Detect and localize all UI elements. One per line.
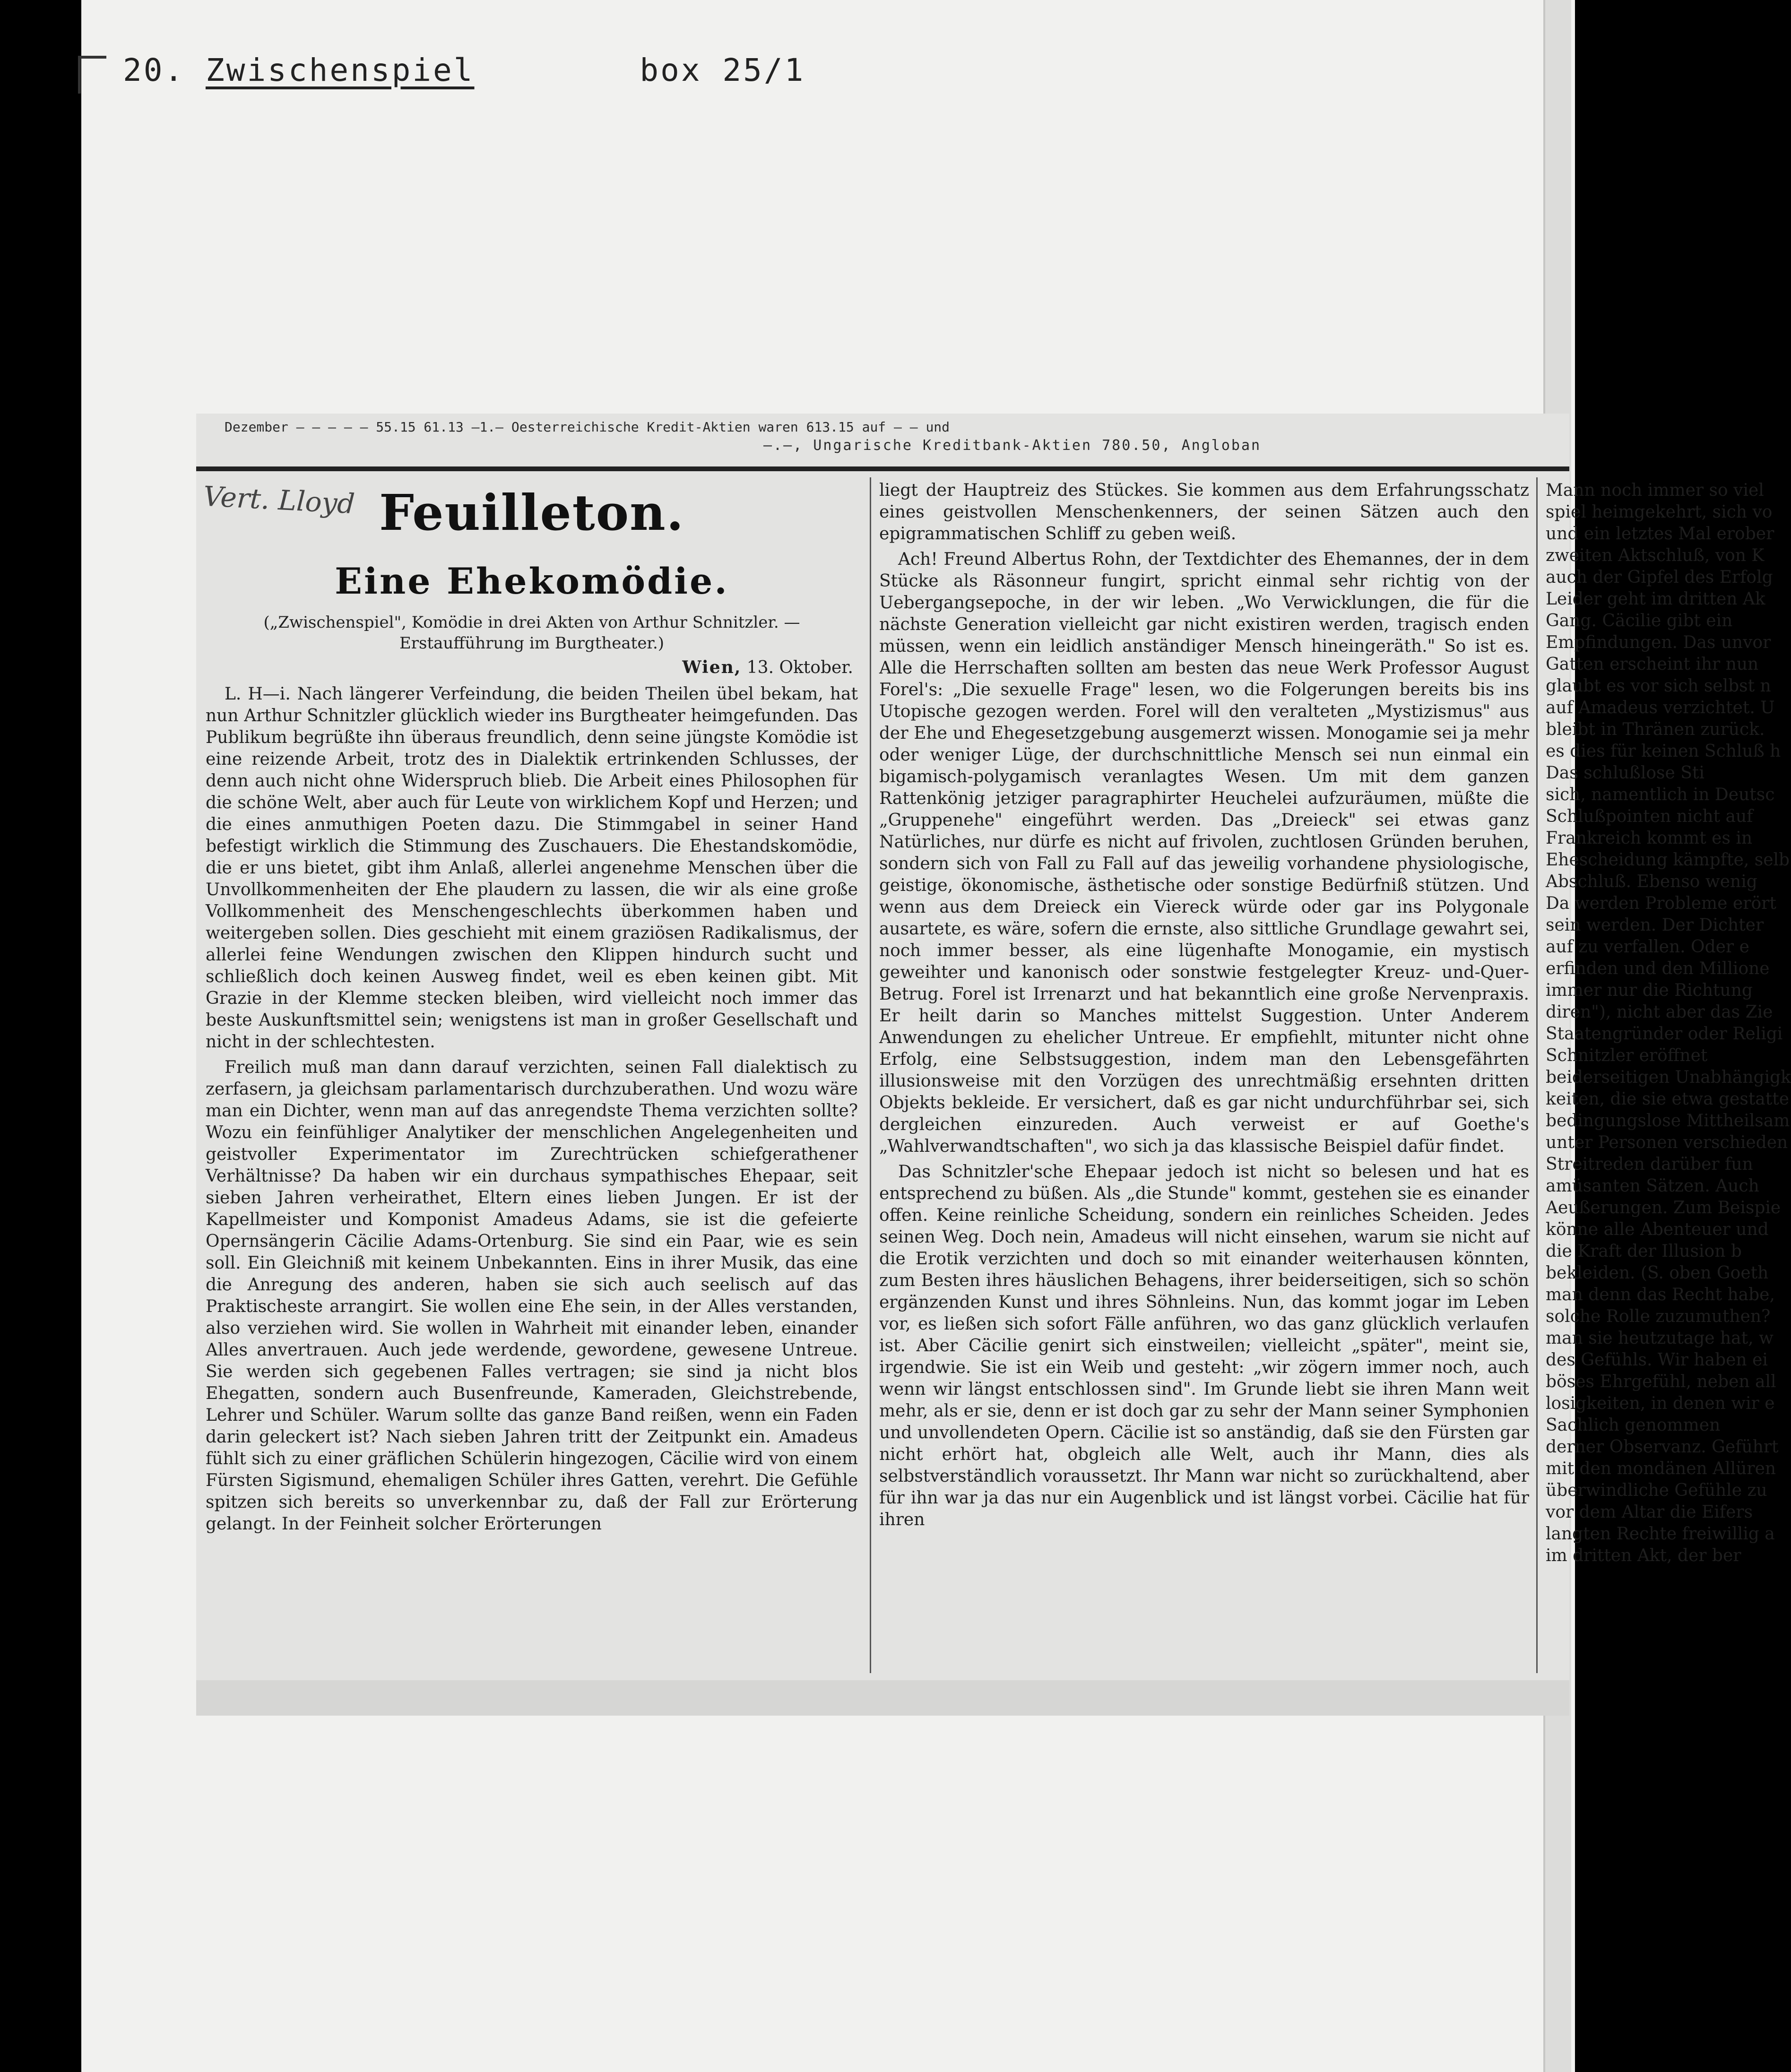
archive-title: Zwischenspiel: [205, 52, 475, 88]
col3-line: glaubt es vor sich selbst n: [1546, 676, 1771, 696]
col3-line: erfinden und den Millione: [1546, 959, 1770, 978]
col3-line: im dritten Akt, der ber: [1546, 1546, 1741, 1565]
archive-box: box 25/1: [640, 52, 805, 88]
newspaper-clipping: [196, 414, 1791, 1716]
col3-line: bekleiden. (S. oben Goeth: [1546, 1263, 1769, 1283]
article-subtitle: („Zwischenspiel", Komödie in drei Akten von Arthur Schnitzler. — Erstaufführung im Burgtheater.): [263, 613, 800, 653]
col3-line: die Kraft der Illusion b: [1546, 1242, 1742, 1261]
col3-line: langten Rechte freiwillig a: [1546, 1524, 1775, 1544]
col2-paragraph: Das Schnitzler'sche Ehepaar jedoch ist nicht so belesen und hat es entsprechend zu büßen. Als „die Stunde" kommt, gestehen sie es einander offen. Keine reinliche Scheidung, sondern ein reinliches Scheiden. Jedes seinen Weg. Doch nein, Amadeus will nicht einsehen, warum sie nicht auf die Erotik verzichten und doch so mit einander weiterhausen könnten, zum Besten ihres häuslichen Behagens, ihrer beiderseitigen, sich so schön ergänzenden Kunst und ihres Söhnleins. Nun, das kommt jogar im Leben vor, es ließen sich sofort Fälle anführen, wo das ganz glücklich verlaufen ist. Aber Cäcilie genirt sich einstweilen; vielleicht „später", meint sie, irgendwie. Sie ist ein Weib und gesteht: „wir zögern immer noch, auch wenn wir längst entschlossen sind". Im Grunde liebt sie ihren Mann weit mehr, als er sie, denn er ist doch gar zu sehr der Mann seiner Symphonien und unvollendeten Opern. Cäcilie ist so anständig, daß sie den Fürsten gar nicht erhört hat, obgleich alle Welt, auch ihr Mann, dies als selbstverständlich voraussetzt. Ihr Mann war nicht so zurückhaltend, aber für ihn war ja das nur ein Augenblick und ist längst vorbei. Cäcilie hat für ihren: [879, 1162, 1529, 1529]
col3-line: sein werden. Der Dichter: [1546, 915, 1764, 935]
col3-line: auf Amadeus verzichtet. U: [1546, 698, 1775, 717]
col3-line: überwindliche Gefühle zu: [1546, 1481, 1767, 1500]
col3-line: Das schlußlose Sti: [1546, 763, 1704, 783]
col3-line: bleibt in Thränen zurück.: [1546, 720, 1765, 739]
col3-line: Empfindungen. Das unvor: [1546, 633, 1771, 652]
frame-corner-mark: [78, 56, 81, 94]
col2-paragraph: liegt der Hauptreiz des Stückes. Sie kommen aus dem Erfahrungsschatz eines geistvollen Menschenkenners, der seinen Sätzen auch den epigrammatischen Schliff zu geben weiß.: [879, 481, 1529, 544]
col3-line: vor dem Altar die Eifers: [1546, 1502, 1753, 1522]
col3-line: bedingungslose Mittheilsam: [1546, 1111, 1790, 1131]
dateline-date: 13. Oktober.: [746, 658, 853, 677]
col3-line: Gang. Cäcilie gibt ein: [1546, 611, 1733, 630]
col3-line: derner Observanz. Geführt: [1546, 1437, 1779, 1457]
col3-line: solche Rolle zuzumuthen?: [1546, 1307, 1771, 1326]
column-divider-1: [870, 477, 871, 1673]
dateline: [206, 656, 853, 679]
col3-line: sich, namentlich in Deutsc: [1546, 785, 1775, 804]
col3-line: losigkeiten, in denen wir e: [1546, 1394, 1775, 1413]
col3-line: beiderseitigen Unabhängigk: [1546, 1068, 1791, 1087]
col1-paragraph: Freilich muß man dann darauf verzichten, seinen Fall dialektisch zu zerfasern, ja gleichsam parlamentarisch durchzuberathen. Und wozu wäre man ein Dichter, wenn man auf das anregendste Thema verzichten sollte? Wozu ein feinfühliger Analytiker der menschlichen Angelegenheiten und geistvoller Experimentator im Zurechtrücken schiefgerathener Verhältnisse? Da haben wir ein durchaus sympathisches Ehepaar, seit sieben Jahren verheirathet, Eltern eines lieben Jungen. Er ist der Kapellmeister und Komponist Amadeus Adams, sie ist die gefeierte Opernsängerin Cäcilie Adams-Ortenburg. Sie sind ein Paar, wie es sein soll. Ein Gleichniß mit keinem Unbekannten. Eins in ihrer Musik, das eine die Anregung des anderen, haben sie sich auch seelisch auf das Praktischeste arrangirt. Sie wollen eine Ehe sein, in der Alles verstanden, also verziehen wird. Sie wollen in Wahrheit mit einander leben, einander Alles anvertrauen. Auch jede werdende, gewordene, gewesene Untreue. Sie werden sich gegebenen Falles vertragen; sie sind ja nicht blos Ehegatten, sondern auch Busenfreunde, Kameraden, Gleichstrebende, Lehrer und Schüler. Warum sollte das ganze Band reißen, wenn ein Faden darin geleckert ist? Nach sieben Jahren tritt der Zeitpunkt ein. Amadeus fühlt sich zu einer gräflichen Schülerin hingezogen, Cäcilie wird von einem Fürsten Sigismund, ehemaligen Schüler ihres Gatten, verehrt. Die Gefühle spitzen sich bereits so unverkennbar zu, daß der Fall zur Erörterung gelangt. In der Feinheit solcher Erörterungen: [206, 1058, 858, 1534]
col3-line: Da werden Probleme erört: [1546, 894, 1776, 913]
column-divider-2: [1536, 477, 1538, 1673]
header-strip-line-1: Dezember — — — — — 55.15 61.13 —1.— Oesterreichische Kredit-Aktien waren 613.15 auf — — und: [225, 419, 950, 435]
col3-line: zweiten Aktschluß, von K: [1546, 546, 1765, 565]
frame-top-mark: [78, 56, 106, 59]
col3-line: und ein letztes Mal erober: [1546, 524, 1774, 544]
article-title: Eine Ehekomödie.: [335, 560, 729, 602]
col1-paragraph: L. H—i. Nach längerer Verfeindung, die beiden Theilen übel bekam, hat nun Arthur Schnitzler glücklich wieder ins Burgtheater heimgefunden. Das Publikum begrüßte ihn überaus freundlich, denn seine jüngste Komödie ist eine reizende Arbeit, trotz des in Dialektik ertrinkenden Schlusses, der denn auch nicht ohne Widerspruch blieb. Die Arbeit eines Philosophen für die schöne Welt, aber auch für Leute von wirklichem Kopf und Herzen; und die eines anmuthigen Poeten dazu. Die Stimmgabel in seiner Hand befestigt wirklich die Stimmung des Zuschauers. Die Ehestandskomödie, die er uns bietet, gibt ihm Anlaß, allerlei angenehme Menschen über die Unvollkommenheiten der Ehe plaudern zu lassen, die wir als eine große Vollkommenheit des Menschengeschlechts überkommen haben und weitergeben sollen. Dies geschieht mit einem graziösen Radikalismus, der allerlei feine Wendungen zwischen den Klippen hindurch sucht und schließlich doch keinen Ausweg findet, weil es eben keinen gibt. Mit Grazie in der Klemme stecken bleiben, wird vielleicht noch immer das beste Auskunftsmittel sein; wenigstens ist man in großer Gesellschaft und nicht in der schlechtesten.: [206, 684, 858, 1052]
col3-line: Sachlich genommen: [1546, 1416, 1721, 1435]
col3-line: auf zu verfallen. Oder e: [1546, 937, 1749, 957]
clipping-header-strip: [196, 414, 1335, 461]
col3-line: Streitreden darüber fun: [1546, 1155, 1753, 1174]
archive-label: [123, 52, 805, 88]
col3-line: keiten, die sie etwa gestatte: [1546, 1089, 1790, 1109]
col3-line: man sie heutzutage hat, w: [1546, 1329, 1774, 1348]
dateline-city: Wien,: [682, 657, 742, 677]
col3-line: Gatten erscheint ihr nun: [1546, 655, 1759, 674]
col3-line: amüsanten Sätzen. Auch: [1546, 1176, 1759, 1196]
col3-line: auch der Gipfel des Erfolg: [1546, 568, 1773, 587]
col3-line: des Gefühls. Wir haben ei: [1546, 1350, 1768, 1370]
col3-line: spiel heimgekehrt, sich vo: [1546, 502, 1773, 522]
col3-line: böses Ehrgefühl, neben all: [1546, 1372, 1776, 1391]
col3-line: es dies für keinen Schluß h: [1546, 742, 1781, 761]
col3-line: Ehescheidung kämpfte, selb: [1546, 850, 1790, 870]
handwritten-note: Vert. Lloyd: [202, 480, 356, 520]
col3-line: mit den mondänen Allüren: [1546, 1459, 1776, 1478]
archive-number: 20.: [123, 52, 185, 88]
col3-line: Aeußerungen. Zum Beispie: [1546, 1198, 1781, 1217]
col3-line: Abschluß. Ebenso wenig: [1546, 872, 1757, 891]
article-column-3: [1546, 480, 1791, 1671]
clipping-bottom-edge: [196, 1680, 1569, 1716]
header-rule: [196, 466, 1569, 471]
col3-line: könne alle Abenteuer und: [1546, 1220, 1769, 1239]
col3-line: Frankreich kommt es in: [1546, 829, 1753, 848]
col3-line: Staatengründer oder Religi: [1546, 1024, 1783, 1044]
col3-line: Schlußpointen nicht auf: [1546, 807, 1753, 826]
header-strip-line-2: —.—, Ungarische Kreditbank-Aktien 780.50, Angloban: [763, 437, 1262, 454]
col3-line: diren"), nicht aber das Zie: [1546, 1002, 1773, 1022]
col3-line: unter Personen verschieden: [1546, 1133, 1788, 1152]
col3-line: immer nur die Richtung: [1546, 981, 1753, 1000]
col3-line: Schnitzler eröffnet: [1546, 1046, 1708, 1065]
section-title: Feuilleton.: [379, 483, 684, 542]
article-column-2: [879, 480, 1529, 1671]
col3-line: Leider geht im dritten Ak: [1546, 589, 1765, 609]
article-column-1: [202, 480, 858, 1671]
col3-line: Mann noch immer so viel: [1546, 481, 1764, 500]
col3-line: man denn das Recht habe,: [1546, 1285, 1775, 1304]
col2-paragraph: Ach! Freund Albertus Rohn, der Textdichter des Ehemannes, der in dem Stücke als Räsonneur fungirt, spricht einmal sehr richtig von der Uebergangsepoche, in der wir leben. „Wo Verwicklungen, die für die nächste Generation vielleicht gar nicht existiren werden, tragisch enden müssen, wenn ein leidlich anständiger Mensch hineingeräth." So ist es. Alle die Herrschaften sollten am besten das neue Werk Professor August Forel's: „Die sexuelle Frage" lesen, wo die Folgerungen bereits bis ins Utopische gezogen werden. Forel will den veralteten „Mystizismus" aus der Ehe und Ehegesetzgebung ausgemerzt wissen. Monogamie sei ja mehr oder weniger Lüge, der durchschnittliche Mensch sei nun einmal ein bigamisch-polygamisch veranlagtes Wesen. Um mit dem ganzen Rattenkönig jetziger paragraphirter Heuchelei aufzuräumen, müßte die „Gruppenehe" eingeführt werden. Das „Dreieck" sei etwas ganz Natürliches, nur dürfe es nicht auf frivolen, zuchtlosen Gründen beruhen, sondern sich von Fall zu Fall auf das jeweilig vorhandene physiologische, geistige, ökonomische, ästhetische oder sonstige Bedürfniß stützen. Und wenn aus dem Dreieck ein Viereck würde oder gar ins Polygonale ausartete, es wäre, sofern die ernste, also sittliche Grundlage gewahrt sei, noch immer besser, als eine lügenhafte Monogamie, ein mystisch geweihter und kanonisch oder sonstwie festgelegter Kreuz- und-Quer-Betrug. Forel ist Irrenarzt und hat bekanntlich eine große Nervenpraxis. Er heilt darin so Manches mittelst Suggestion. Unter Anderem Anwendungen zu ehelicher Untreue. Er empfiehlt, mitunter nicht ohne Erfolg, eine Selbstsuggestion, indem man den Lebensgefährten illusionsweise mit den Vorzügen des unrechtmäßig ersehnten dritten Objekts bekleide. Er versichert, daß es gar nicht undurchführbar sei, sich dergleichen einzureden. Auch verweist er auf Goethe's „Wahlverwandtschaften", wo sich ja das klassische Beispiel dafür findet.: [879, 550, 1529, 1156]
